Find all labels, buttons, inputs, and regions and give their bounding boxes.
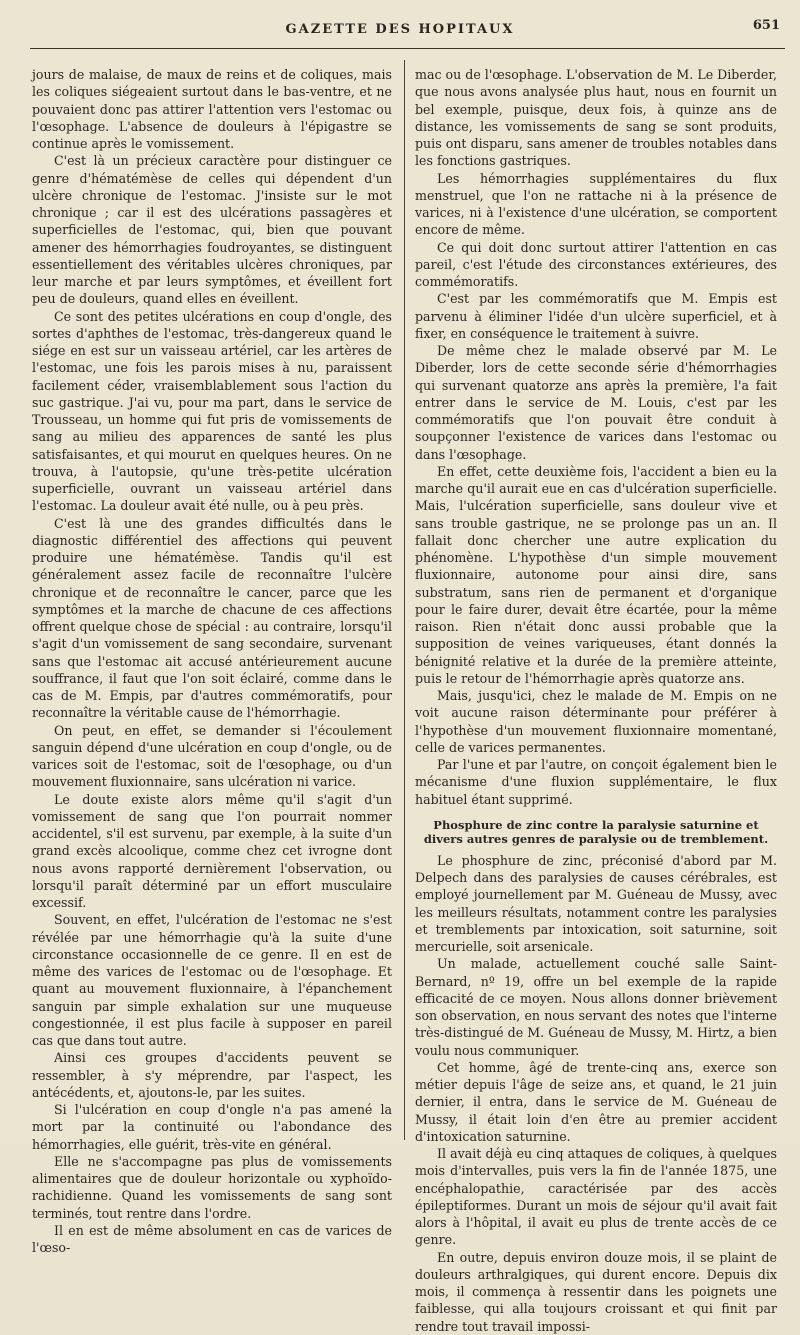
column-divider <box>404 60 405 1140</box>
paragraph: Mais, jusqu'ici, chez le malade de M. Empis on ne voit aucune raison déterminante pour préférer à l'hypothèse d'un mouvement fluxionnaire momentané, celle de varices permanentes. <box>415 688 777 755</box>
paragraph: Les hémorrhagies supplémentaires du flux menstruel, que l'on ne rattache ni à la présence de varices, ni à l'existence d'une ulcération, se comportent encore de même. <box>415 170 777 238</box>
paragraph: C'est là une des grandes difficultés dans le diagnostic différentiel des affections qui peuvent produire une hématémèse. Tandis qu'il est généralement assez facile de reconnaître l'ulcère chronique et de reconnaître le cancer, parce que les symptômes et la marche de chacune de ces affections offrent quelque chose de spécial : au contraire, lorsqu'il s'agit d'un vomissement de sang secondaire, survenant sans que l'estomac ait accusé antérieurement aucune souffrance, il faut que l'on soit éclairé, comme dans le cas de M. Empis, par d'autres commémoratifs, pour reconnaître la véritable cause de l'hémorrhagie. <box>32 515 392 721</box>
paragraph: De même chez le malade observé par M. Le Diberder, lors de cette seconde série d'hémorrhagies qui survenant quatorze ans après la première, l'a fait entrer dans le service de M. Louis, c'est par les commémoratifs que l'on pouvait être conduit à soupçonner l'existence de varices dans l'estomac ou dans l'œsophage. <box>415 343 777 462</box>
paragraph: Souvent, en effet, l'ulcération de l'estomac ne s'est révélée par une hémorrhagie qu'à la suite d'une circonstance occasionnelle de ce genre. Il en est de même des varices de l'estomac ou de l'œsophage. Et quant au mouvement fluxionnaire, à l'épanchement sanguin par simple exhalation sur une muqueuse congestionnée, il est plus facile à supposer en pareil cas que dans tout autre. <box>32 912 392 1048</box>
paragraph: Ce sont des petites ulcérations en coup d'ongle, des sortes d'aphthes de l'estomac, très-dangereux quand le siége en est sur un vaisseau artériel, car les artères de l'estomac, une fois les parois mises à nu, paraissent facilement céder, vraisemblablement sous l'action du suc gastrique. J'ai vu, pour ma part, dans le service de Trousseau, un homme qui fut pris de vomissements de sang au milieu des apparences de santé les plus satisfaisantes, et qui mourut en quelques heures. On ne trouva, à l'autopsie, qu'une très-petite ulcération superficielle, ouvrant un vaisseau artériel dans l'estomac. La douleur avait été nulle, ou à peu près. <box>32 308 392 514</box>
paragraph: Un malade, actuellement couché salle Saint-Bernard, nº 19, offre un bel exemple de la rapide efficacité de ce moyen. Nous allons donner brièvement son observation, en nous servant des notes que l'interne très-distingué de M. Guéneau de Mussy, M. Hirtz, a bien voulu nous communiquer. <box>415 956 777 1058</box>
paragraph: Il avait déjà eu cinq attaques de coliques, à quelques mois d'intervalles, puis vers la fin de l'année 1875, une encéphalopathie, caractérisée par des accès épileptiformes. Durant un mois de séjour qu'il avait fait alors à l'hôpital, il avait eu plus de trente accès de ce genre. <box>415 1146 777 1248</box>
paragraph: C'est par les commémoratifs que M. Empis est parvenu à éliminer l'idée d'un ulcère superficiel, et à fixer, en conséquence le traitement à suivre. <box>415 291 777 341</box>
paragraph: C'est là un précieux caractère pour distinguer ce genre d'hématémèse de celles qui dépendent d'un ulcère chronique de l'estomac. J'insiste sur le mot chronique ; car il est des ulcérations passagères et superficielles de l'estomac, qui, bien que pouvant amener des hémorrhagies foudroyantes, se distinguent essentiellement des véritables ulcères chroniques, par leur marche et par leurs symptômes, et éveillent fort peu de douleurs, quand elles en éveillent. <box>32 153 392 307</box>
header-rule <box>30 48 785 49</box>
paragraph: Elle ne s'accompagne pas plus de vomissements alimentaires que de douleur horizontale ou xyphoïdo-rachidienne. Quand les vomissements de sang sont terminés, tout rentre dans l'ordre. <box>32 1153 392 1221</box>
page-number: 651 <box>752 18 780 33</box>
paragraph: On peut, en effet, se demander si l'écoulement sanguin dépend d'une ulcération en coup d'ongle, ou de varices soit de l'estomac, soit de l'œsophage, ou d'un mouvement fluxionnaire, sans ulcération ni varice. <box>32 722 392 790</box>
paragraph: En effet, cette deuxième fois, l'accident a bien eu la marche qu'il aurait eue en cas d'ulcération superficielle. Mais, l'ulcération superficielle, sans douleur vive et sans trouble gastrique, ne se prolonge pas un an. Il fallait donc chercher une autre explication du phénomène. L'hypothèse d'un simple mouvement fluxionnaire, autonome pour ainsi dire, sans substratum, sans rien de permanent et d'organique pour le faire durer, devait être écartée, pour la même raison. Rien n'était donc aussi probable que la supposition de veines variqueuses, étant donnés la bénignité relative et la durée de la première atteinte, puis le retour de l'hémorrhagie après quatorze ans. <box>415 463 777 686</box>
paragraph: Ce qui doit donc surtout attirer l'attention en cas pareil, c'est l'étude des circonstances extérieures, des commémoratifs. <box>415 239 777 289</box>
paragraph: mac ou de l'œsophage. L'observation de M. Le Diberder, que nous avons analysée plus haut, nous en fournit un bel exemple, puisque, deux fois, à quinze ans de distance, les vomissements de sang se sont produits, puis ont disparu, sans amener de troubles notables dans les fonctions gastriques. <box>415 67 777 169</box>
paragraph: Le doute existe alors même qu'il s'agit d'un vomissement de sang que l'on pourrait nommer accidentel, s'il est survenu, par exemple, à la suite d'un grand excès alcoolique, comme chez cet ivrogne dont nous avons rapporté dernièrement l'observation, ou lorsqu'il paraît déterminé par un effort musculaire excessif. <box>32 791 392 910</box>
paragraph: En outre, depuis environ douze mois, il se plaint de douleurs arthralgiques, qui durent encore. Depuis dix mois, il commença à ressentir dans les poignets une faiblesse, qui alla toujours croissant et qui finit par rendre tout travail impossi- <box>415 1249 777 1334</box>
journal-title: GAZETTE DES HOPITAUX <box>285 22 515 37</box>
paragraph: Ainsi ces groupes d'accidents peuvent se ressembler, à s'y méprendre, par l'aspect, les antécédents, et, ajoutons-le, par les suites. <box>32 1050 392 1100</box>
masthead <box>0 18 800 44</box>
left-column <box>32 66 392 1255</box>
paragraph: Cet homme, âgé de trente-cinq ans, exerce son métier depuis l'âge de seize ans, et quand, le 21 juin dernier, il entra, dans le service de M. Guéneau de Mussy, il était loin d'en être au premier accident d'intoxication saturnine. <box>415 1059 777 1144</box>
paragraph: Par l'une et par l'autre, on conçoit également bien le mécanisme d'une fluxion supplémentaire, le flux habituel étant supprimé. <box>415 757 777 807</box>
paragraph: Le phosphure de zinc, préconisé d'abord par M. Delpech dans des paralysies de causes cérébrales, est employé journellement par M. Guéneau de Mussy, avec les meilleurs résultats, notamment contre les paralysies et tremblements par intoxication, soit saturnine, soit mercurielle, soit arsenicale. <box>415 852 777 954</box>
paragraph: Si l'ulcération en coup d'ongle n'a pas amené la mort par la continuité ou l'abondance des hémorrhagies, elle guérit, très-vite en général. <box>32 1102 392 1152</box>
section-title: Phosphure de zinc contre la paralysie saturnine et divers autres genres de paralysie ou de tremblement. <box>423 817 769 846</box>
paragraph: jours de malaise, de maux de reins et de coliques, mais les coliques siégeaient surtout dans le bas-ventre, et ne pouvaient donc pas attirer l'attention vers l'estomac ou l'œsophage. L'absence de douleurs à l'épigastre se continue après le vomissement. <box>32 67 392 151</box>
right-column <box>415 66 777 1334</box>
paragraph: Il en est de même absolument en cas de varices de l'œso- <box>32 1222 392 1255</box>
